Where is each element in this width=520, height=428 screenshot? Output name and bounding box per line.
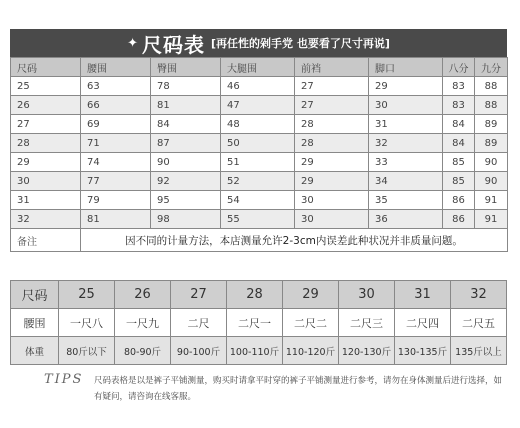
table-cell: 29 <box>295 153 369 172</box>
weight-cell: 二尺五 <box>451 309 507 337</box>
table-cell: 85 <box>443 153 475 172</box>
weight-cell: 27 <box>171 281 227 309</box>
header-thigh: 大腿围 <box>221 58 295 77</box>
header-hip: 臀围 <box>151 58 221 77</box>
table-cell: 30 <box>295 191 369 210</box>
size-table <box>10 57 508 252</box>
table-row <box>11 115 508 134</box>
table-cell: 81 <box>151 96 221 115</box>
table-cell: 87 <box>151 134 221 153</box>
weight-cell: 80斤以下 <box>59 337 115 365</box>
size-chart <box>10 29 507 252</box>
weight-cell: 32 <box>451 281 507 309</box>
weight-cell: 31 <box>395 281 451 309</box>
table-cell: 29 <box>295 172 369 191</box>
weight-row <box>11 309 507 337</box>
weight-cell: 二尺四 <box>395 309 451 337</box>
weight-row <box>11 281 507 309</box>
table-cell: 69 <box>81 115 151 134</box>
table-cell: 83 <box>443 96 475 115</box>
weight-cell: 二尺 <box>171 309 227 337</box>
sparkle-icon: ✦ <box>127 35 138 51</box>
weight-cell: 26 <box>115 281 171 309</box>
table-cell: 27 <box>295 96 369 115</box>
table-cell: 27 <box>11 115 81 134</box>
table-cell: 32 <box>11 210 81 229</box>
table-cell: 84 <box>443 115 475 134</box>
weight-cell: 135斤以上 <box>451 337 507 365</box>
table-cell: 63 <box>81 77 151 96</box>
table-cell: 47 <box>221 96 295 115</box>
table-cell: 90 <box>475 153 508 172</box>
table-cell: 88 <box>475 96 508 115</box>
table-cell: 90 <box>151 153 221 172</box>
header-cropped-length: 八分 <box>443 58 475 77</box>
table-cell: 84 <box>443 134 475 153</box>
table-cell: 48 <box>221 115 295 134</box>
table-cell: 50 <box>221 134 295 153</box>
table-cell: 54 <box>221 191 295 210</box>
weight-chart <box>10 280 507 365</box>
table-cell: 88 <box>475 77 508 96</box>
table-cell: 32 <box>369 134 443 153</box>
tips-text: 尺码表格是以是裤子平铺测量，购买时请拿平时穿的裤子平铺测量进行参考，请勿在身体测量后进行选择，如有疑问，请咨询在线客服。 <box>94 376 503 402</box>
table-cell: 34 <box>369 172 443 191</box>
table-cell: 98 <box>151 210 221 229</box>
table-cell: 55 <box>221 210 295 229</box>
weight-cell: 一尺八 <box>59 309 115 337</box>
weight-cell: 110-120斤 <box>283 337 339 365</box>
table-cell: 91 <box>475 210 508 229</box>
table-cell: 51 <box>221 153 295 172</box>
table-cell: 28 <box>11 134 81 153</box>
table-row <box>11 210 508 229</box>
table-row <box>11 134 508 153</box>
table-cell: 36 <box>369 210 443 229</box>
header-waist: 腰围 <box>81 58 151 77</box>
size-chart-title: 尺码表 <box>142 32 205 57</box>
table-cell: 28 <box>295 115 369 134</box>
weight-cell: 80-90斤 <box>115 337 171 365</box>
table-cell: 89 <box>475 115 508 134</box>
table-cell: 29 <box>11 153 81 172</box>
weight-cell: 一尺九 <box>115 309 171 337</box>
table-row <box>11 96 508 115</box>
table-cell: 46 <box>221 77 295 96</box>
table-cell: 29 <box>369 77 443 96</box>
header-size: 尺码 <box>11 58 81 77</box>
header-front-rise: 前裆 <box>295 58 369 77</box>
table-cell: 30 <box>295 210 369 229</box>
table-row <box>11 172 508 191</box>
header-ninth-length: 九分 <box>475 58 508 77</box>
weight-cell: 30 <box>339 281 395 309</box>
table-cell: 25 <box>11 77 81 96</box>
weight-row-label: 体重 <box>11 337 59 365</box>
weight-cell: 二尺三 <box>339 309 395 337</box>
table-cell: 52 <box>221 172 295 191</box>
note-row <box>11 229 508 252</box>
table-cell: 81 <box>81 210 151 229</box>
weight-cell: 28 <box>227 281 283 309</box>
note-text: 因不同的计量方法，本店测量允许2-3cm内误差此种状况并非质量问题。 <box>81 229 508 252</box>
table-cell: 28 <box>295 134 369 153</box>
weight-cell: 90-100斤 <box>171 337 227 365</box>
weight-cell: 二尺一 <box>227 309 283 337</box>
table-cell: 84 <box>151 115 221 134</box>
table-cell: 85 <box>443 172 475 191</box>
header-leg-opening: 脚口 <box>369 58 443 77</box>
weight-cell: 25 <box>59 281 115 309</box>
table-cell: 71 <box>81 134 151 153</box>
table-cell: 92 <box>151 172 221 191</box>
table-row <box>11 191 508 210</box>
table-cell: 89 <box>475 134 508 153</box>
table-row <box>11 153 508 172</box>
table-cell: 74 <box>81 153 151 172</box>
table-cell: 95 <box>151 191 221 210</box>
weight-table <box>10 280 507 365</box>
size-chart-banner <box>10 29 507 57</box>
tips-label: TIPS <box>44 372 84 387</box>
weight-row-label: 腰围 <box>11 309 59 337</box>
table-cell: 33 <box>369 153 443 172</box>
weight-cell: 130-135斤 <box>395 337 451 365</box>
table-cell: 66 <box>81 96 151 115</box>
table-cell: 27 <box>295 77 369 96</box>
weight-cell: 100-110斤 <box>227 337 283 365</box>
note-label: 备注 <box>11 229 81 252</box>
table-cell: 83 <box>443 77 475 96</box>
table-cell: 77 <box>81 172 151 191</box>
weight-cell: 29 <box>283 281 339 309</box>
table-row <box>11 77 508 96</box>
table-cell: 78 <box>151 77 221 96</box>
table-cell: 26 <box>11 96 81 115</box>
table-cell: 35 <box>369 191 443 210</box>
weight-cell: 120-130斤 <box>339 337 395 365</box>
table-cell: 91 <box>475 191 508 210</box>
table-cell: 30 <box>11 172 81 191</box>
table-cell: 31 <box>11 191 81 210</box>
weight-row-label: 尺码 <box>11 281 59 309</box>
table-cell: 30 <box>369 96 443 115</box>
table-cell: 86 <box>443 191 475 210</box>
table-cell: 86 <box>443 210 475 229</box>
weight-row <box>11 337 507 365</box>
size-chart-subtitle: [再任性的剁手党 也要看了尺寸再说] <box>211 37 390 50</box>
weight-cell: 二尺二 <box>283 309 339 337</box>
size-table-header <box>11 58 508 77</box>
table-cell: 79 <box>81 191 151 210</box>
table-cell: 90 <box>475 172 508 191</box>
table-cell: 31 <box>369 115 443 134</box>
